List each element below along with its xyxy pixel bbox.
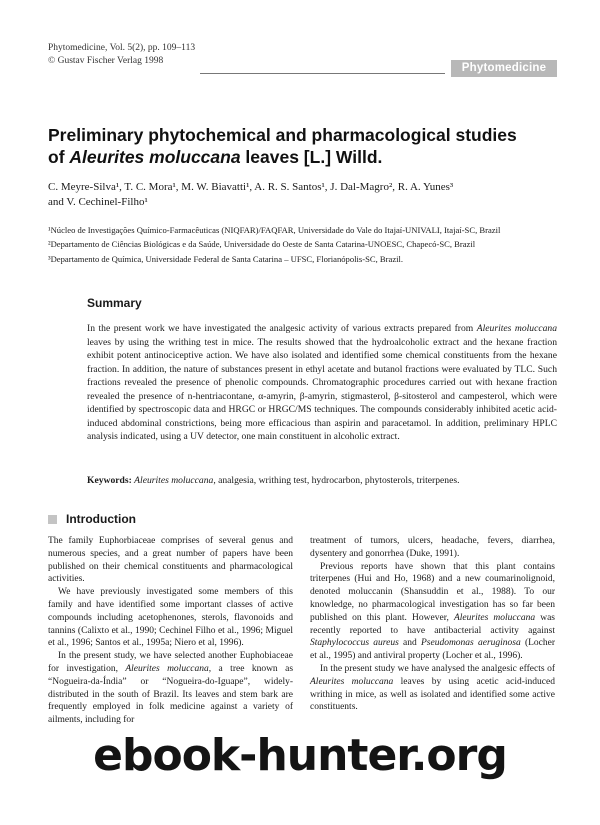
intro-right-column [310, 535, 555, 714]
title-species: Aleurites moluccana [69, 147, 241, 167]
intro-p5-bacterium-1: Staphylococcus aureus [310, 638, 399, 649]
title-suffix: leaves [L.] Willd. [240, 147, 383, 167]
intro-p5-c: and [398, 638, 421, 649]
introduction-heading [48, 512, 136, 526]
intro-paragraph-4: treatment of tumors, ulcers, headache, fevers, diarrhea, dysentery and gonorrhea (Duke, 1991). [310, 536, 555, 559]
summary-part-2: leaves by using the writhing test in mice. The results showed that the hydroalcoholic extract and the hexane fraction exhibit potent antinociceptive action. We have also isolated and identified some chemical constituents from the hexane fraction. In addition, the nature of substances present in ethyl acetate and butanol fractions were evaluated by TLC. Such fractions revealed the presence of phenolic compounds. Chromatographic procedures carried out with hexane fraction revealed the presence of n-hentriacontane, α-amyrin, β-amyrin, stigmasterol, β-sitosterol and campesterol, which were identified by spectroscopic data and HRGC or HRGC/MS techniques. The compounds considerably inhibited acetic acid-induced abdominal constrictions, being more efficacious than aspirin and paracetamol. In addition, preliminary HPLC analysis indicated, using a UV detector, one main constituent in alcoholic extract. [87, 336, 557, 442]
intro-p3-a: In the present study, we have selected another Euphobiaceae for investigation, [48, 651, 293, 674]
intro-p6-b: leaves by using acetic acid-induced writhing in mice, as well as isolated and identified some active constituents. [310, 676, 555, 713]
keywords [87, 474, 557, 488]
keywords-species: Aleurites moluccana [134, 475, 214, 486]
intro-p6-a: In the present study we have analysed the analgesic effects of [320, 663, 555, 674]
affiliation-3: ³Departamento de Química, Universidade Federal de Santa Catarina – UFSC, Florianópolis-SC, Brazil. [48, 253, 404, 264]
affiliation-1: ¹Núcleo de Investigações Químico-Farmacêuticas (NIQFAR)/FAQFAR, Universidade do Vale do Itajaí-UNIVALI, Itajaí-SC, Brazil [48, 225, 501, 235]
title-line-1: Preliminary phytochemical and pharmacological studies [48, 125, 517, 145]
intro-p5-species: Aleurites moluccana [453, 612, 536, 623]
authors-line-2: and V. Cechinel-Filho¹ [48, 196, 148, 208]
intro-p5-d: (Locher et al., 1995) and antiviral property (Locher et al., 1996). [310, 638, 556, 662]
intro-p5-a: Previous reports have shown that this plant contains triterpenes (Hui and Ho, 1968) and a new coumarinolignoid, denoted moluccanin (Shansuddin et al., 1988). To our knowledge, no pharmacological investigation has so far been published on this plant. However, [310, 561, 555, 623]
article-title [48, 124, 568, 168]
summary-text [87, 322, 557, 444]
summary-heading: Summary [87, 296, 142, 310]
affiliation-2: ²Departamento de Ciências Biológicas e da Saúde, Universidade do Oeste de Santa Catarina-UNOESC, Chapecó-SC, Brazil [48, 239, 476, 250]
journal-badge: Phytomedicine [451, 60, 557, 77]
author-list [48, 180, 568, 210]
title-line-2 [48, 146, 568, 168]
affiliations [48, 224, 568, 267]
keywords-label: Keywords: [87, 475, 132, 486]
title-prefix: of [48, 147, 70, 167]
intro-p3-species: Aleurites moluccana, [125, 663, 212, 674]
intro-paragraph-6 [310, 663, 555, 714]
section-marker-icon [48, 515, 57, 524]
intro-paragraph-1: The family Euphorbiaceae comprises of several genus and numerous species, and a great number of papers have been published on their chemical constituents and pharmacological activities. [48, 536, 293, 585]
journal-publisher: © Gustav Fischer Verlag 1998 [48, 55, 164, 66]
intro-paragraph-2: We have previously investigated some members of this family and have identified some important classes of active compounds including acetophenones, sterols, flavonoids and tannins (Calixto et al., 1990; Cechinel Filho et al., 1996; Miguel et al., 1996; Santos et al., 1995a; Niero et al, 1996). [48, 587, 293, 649]
summary-species: Aleurites moluccana [476, 323, 557, 334]
intro-left-column [48, 535, 293, 727]
introduction-title: Introduction [66, 512, 136, 526]
journal-header [48, 42, 195, 67]
watermark: ebook-hunter.org [93, 730, 507, 781]
journal-citation: Phytomedicine, Vol. 5(2), pp. 109–113 [48, 43, 196, 53]
summary-part-1: In the present work we have investigated the analgesic activity of various extracts prepared from [87, 323, 477, 334]
keywords-rest: , analgesia, writhing test, hydrocarbon, phytosterols, triterpenes. [213, 475, 460, 486]
intro-p6-species: Aleurites moluccana [310, 676, 394, 687]
intro-p5-b: was recently reported to have antibacterial activity against [310, 612, 555, 636]
intro-p5-bacterium-2: Pseudomonas aeruginosa [420, 638, 521, 649]
header-rule [200, 73, 445, 74]
intro-paragraph-5 [310, 561, 555, 663]
intro-paragraph-3 [48, 650, 293, 727]
intro-p3-b: a tree known as “Nogueira-da-Índia” or “Nogueira-do-Iguape”, widely-distributed in the south of Brazil. Its leaves and stem bark are frequently employed in folk medicine against a variety of ailments, including for [48, 663, 294, 726]
authors-line-1: C. Meyre-Silva¹, T. C. Mora¹, M. W. Biavatti¹, A. R. S. Santos¹, J. Dal-Magro², R. A. Yunes³ [48, 181, 454, 193]
